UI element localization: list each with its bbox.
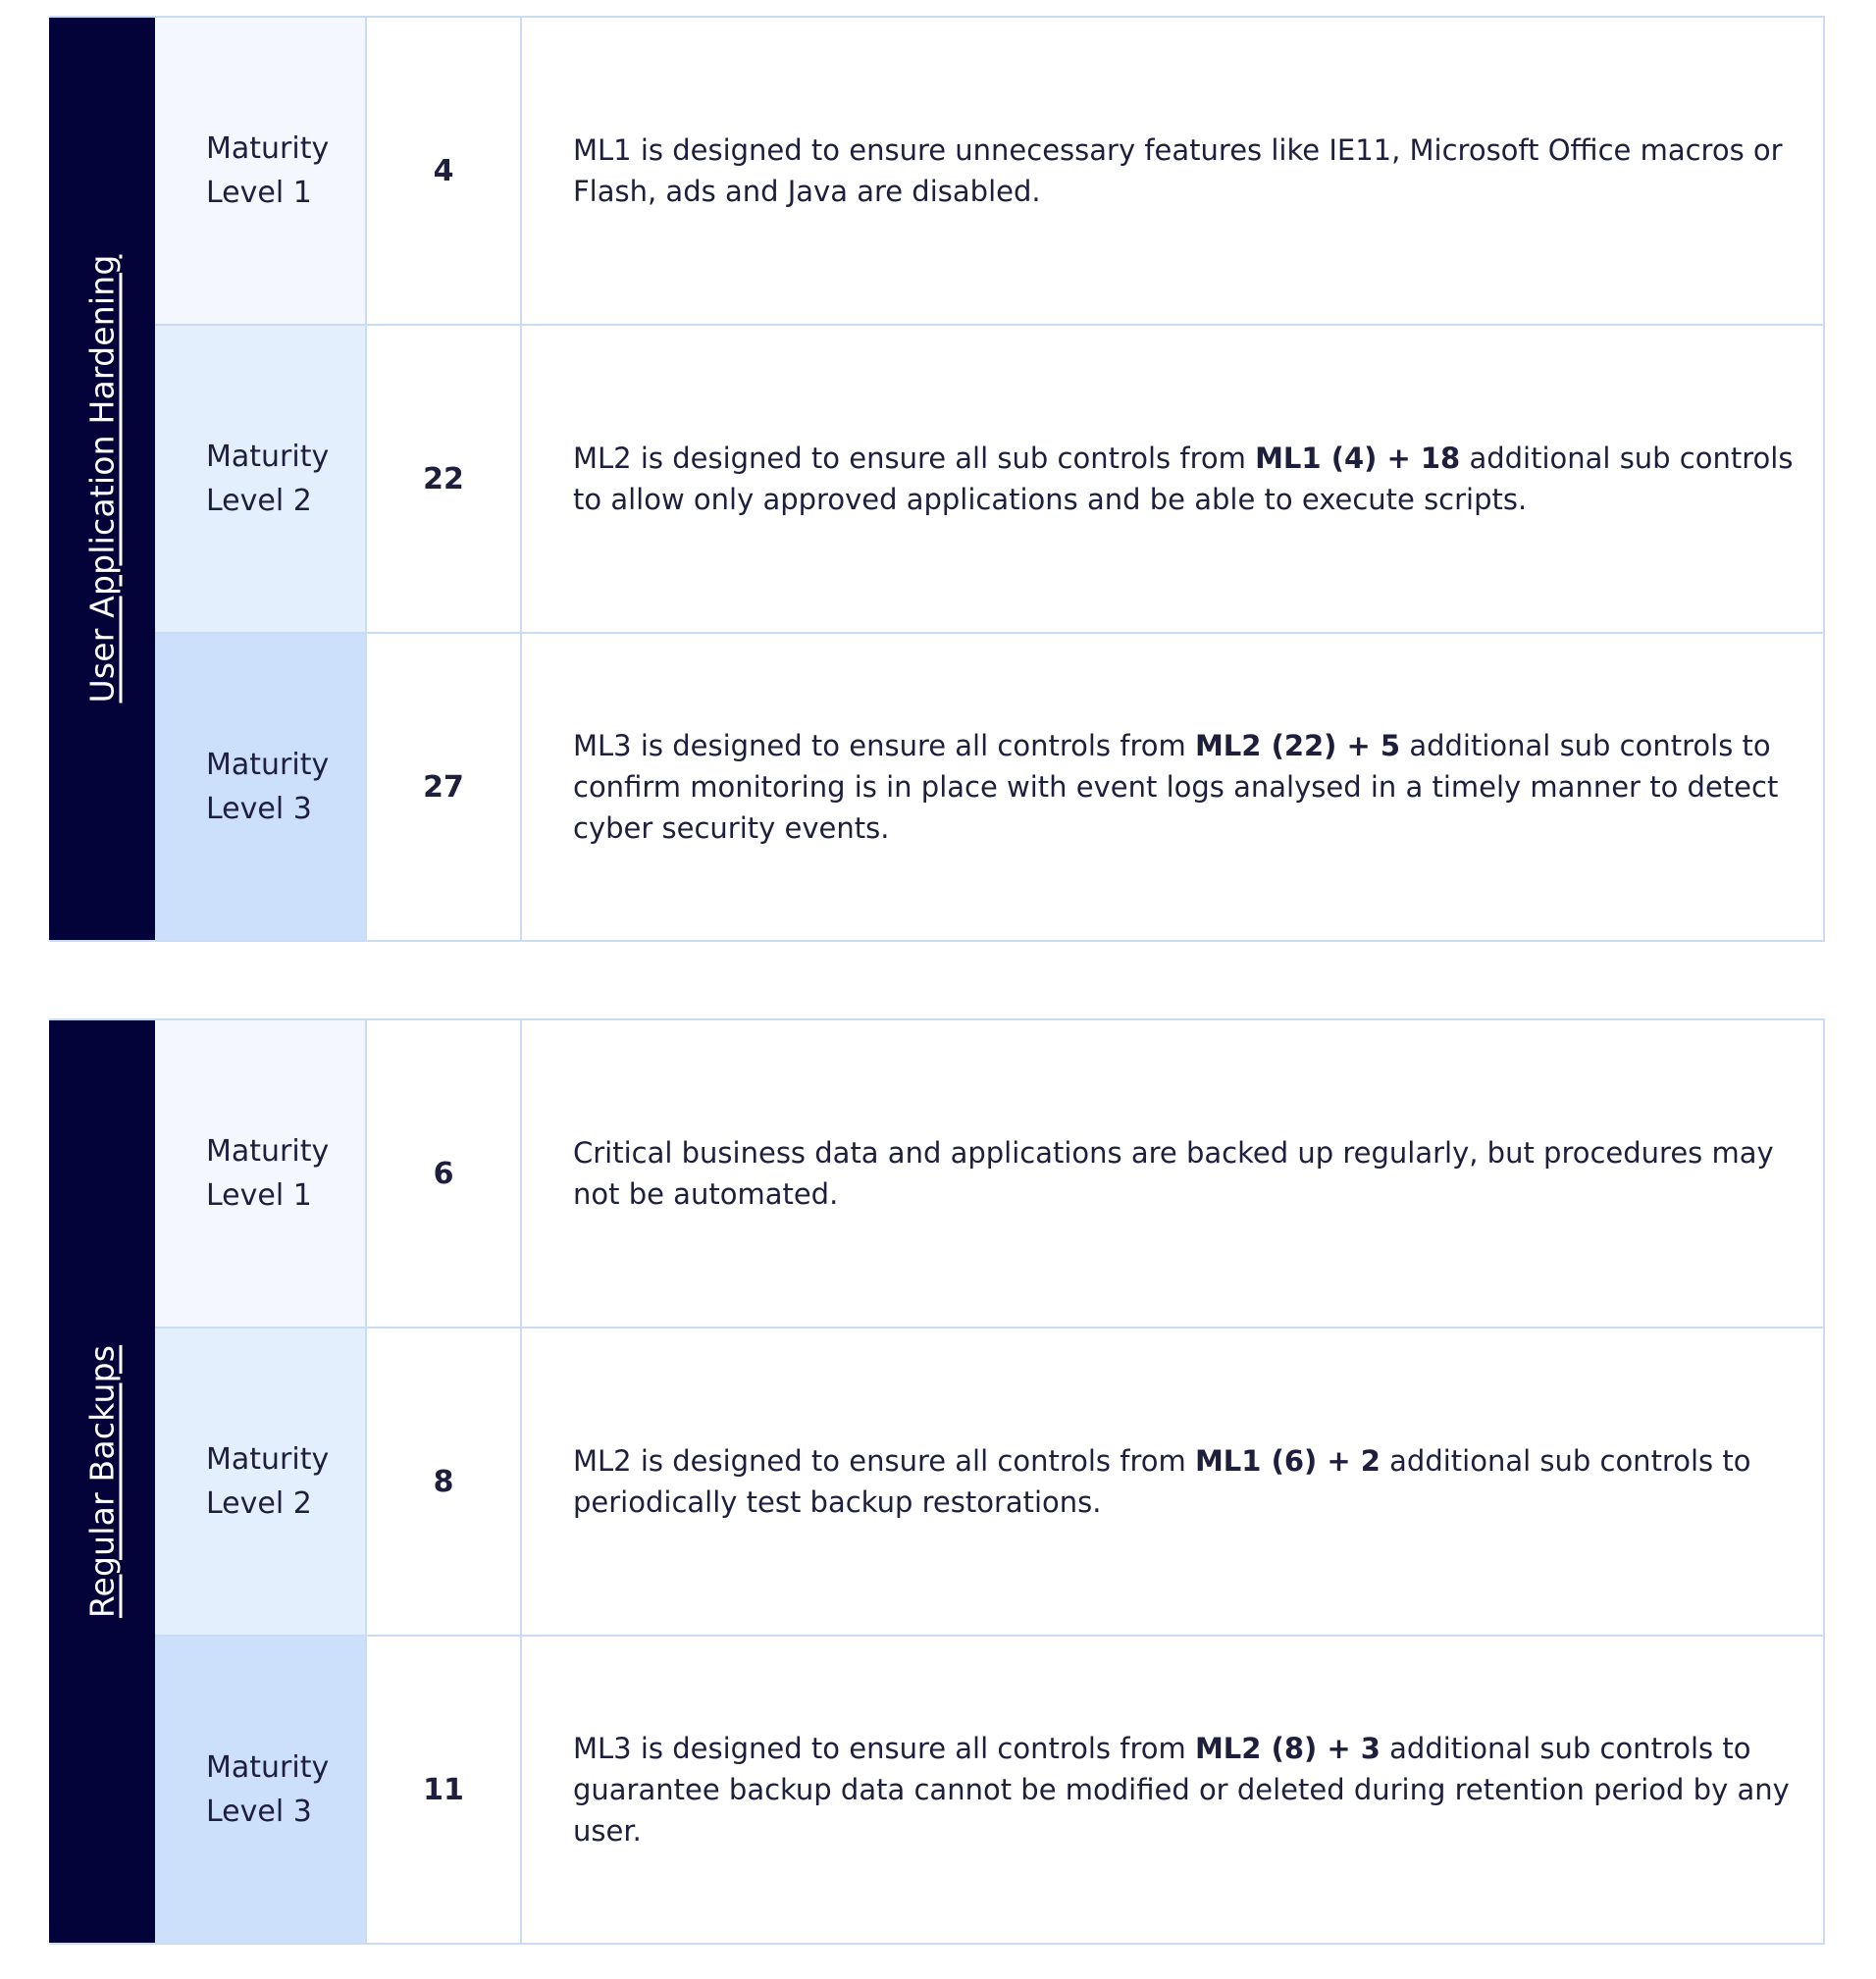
description-cell — [522, 634, 1823, 940]
description-text: ML3 is designed to ensure all controls from ML2 (22) + 5 additional sub controls to confirm monitoring is in place with event logs analysed in a timely manner to detect cyber security events. — [573, 729, 1779, 845]
table-row — [155, 18, 1823, 326]
level-label: Level 3 — [206, 1795, 312, 1829]
level-label: Level 3 — [206, 792, 312, 826]
section-side-header — [49, 1020, 155, 1943]
level-label: Level 1 — [206, 1178, 312, 1213]
description-cell — [522, 18, 1823, 324]
control-count: 6 — [367, 1020, 522, 1327]
section-side-header — [49, 18, 155, 940]
control-count: 4 — [367, 18, 522, 324]
maturity-rows — [155, 1020, 1823, 1943]
description-text: ML1 is designed to ensure unnecessary features like IE11, Microsoft Office macros or Flash, ads and Java are disabled. — [573, 133, 1783, 208]
control-count: 22 — [367, 326, 522, 632]
description-text: ML2 is designed to ensure all controls from ML1 (6) + 2 additional sub controls to periodically test backup restorations. — [573, 1444, 1751, 1519]
maturity-level-cell — [155, 1637, 367, 1943]
maturity-level-cell — [155, 1328, 367, 1635]
table-row — [155, 634, 1823, 940]
maturity-rows — [155, 18, 1823, 940]
maturity-label: Maturity — [206, 440, 330, 474]
section-regular-backups — [49, 1018, 1825, 1945]
description-text: ML3 is designed to ensure all controls from ML2 (8) + 3 additional sub controls to guarantee backup data cannot be modified or deleted during retention period by any user. — [573, 1732, 1790, 1848]
maturity-level-cell — [155, 18, 367, 324]
control-count: 8 — [367, 1328, 522, 1635]
table-row — [155, 1020, 1823, 1328]
maturity-level-cell — [155, 1020, 367, 1327]
control-count: 27 — [367, 634, 522, 940]
control-count: 11 — [367, 1637, 522, 1943]
maturity-label: Maturity — [206, 1442, 330, 1477]
level-label: Level 2 — [206, 1486, 312, 1521]
maturity-label: Maturity — [206, 748, 330, 782]
table-row — [155, 1637, 1823, 1943]
maturity-level-cell — [155, 326, 367, 632]
level-label: Level 1 — [206, 176, 312, 210]
table-row — [155, 1328, 1823, 1637]
description-cell — [522, 1328, 1823, 1635]
description-cell — [522, 326, 1823, 632]
maturity-label: Maturity — [206, 131, 330, 166]
description-cell — [522, 1020, 1823, 1327]
table-row — [155, 326, 1823, 634]
description-cell — [522, 1637, 1823, 1943]
description-text: Critical business data and applications are backed up regularly, but procedures may not be automated. — [573, 1136, 1774, 1211]
section-title: Regular Backups — [82, 1344, 122, 1619]
section-title: User Application Hardening — [82, 254, 122, 703]
maturity-label: Maturity — [206, 1750, 330, 1785]
maturity-level-cell — [155, 634, 367, 940]
description-text: ML2 is designed to ensure all sub controls from ML1 (4) + 18 additional sub controls to allow only approved applications and be able to execute scripts. — [573, 442, 1794, 516]
level-label: Level 2 — [206, 484, 312, 518]
section-user-application-hardening — [49, 16, 1825, 942]
maturity-label: Maturity — [206, 1134, 330, 1169]
